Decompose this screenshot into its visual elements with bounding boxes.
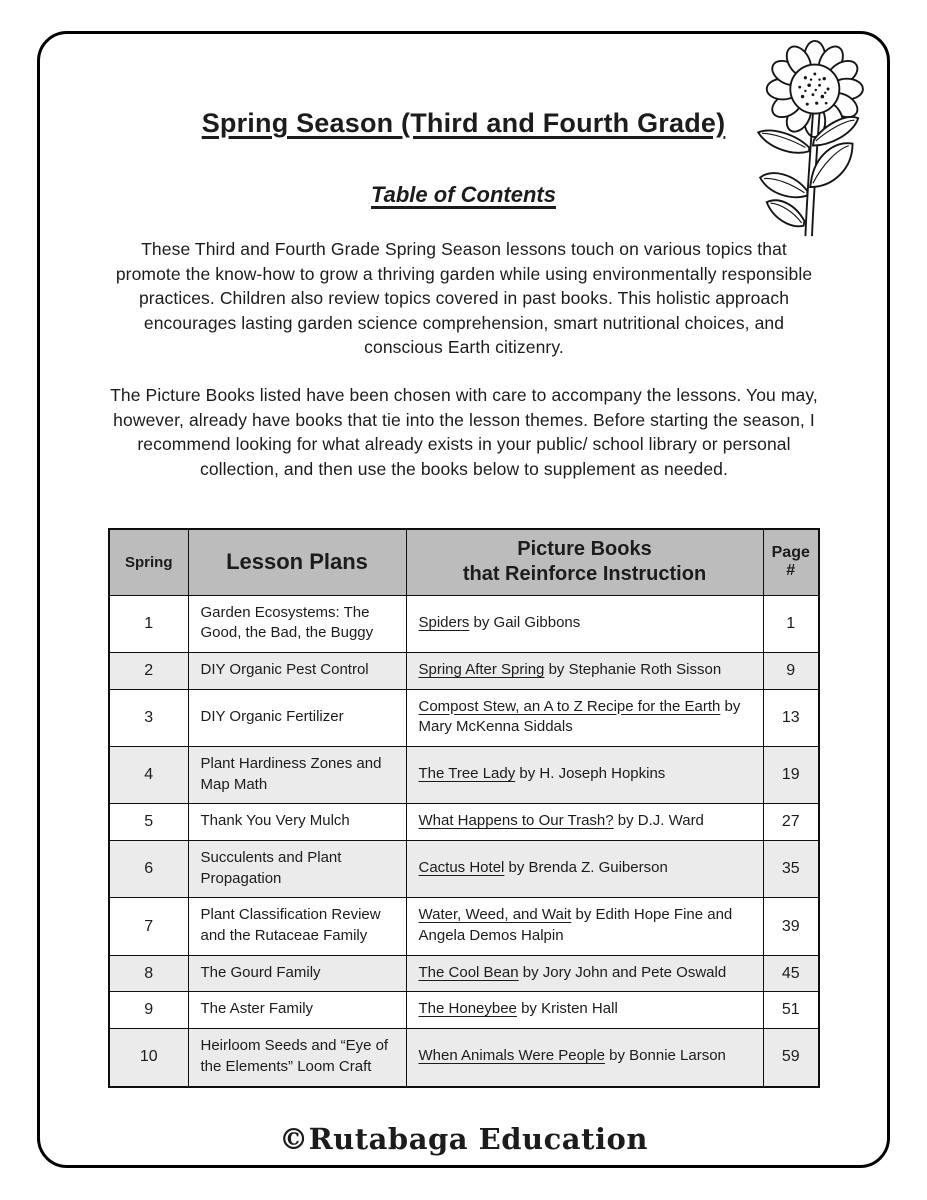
contents-table-header — [109, 529, 819, 595]
lesson-title: The Aster Family — [188, 992, 406, 1029]
book-title: The Tree Lady — [418, 765, 516, 783]
spring-number: 10 — [109, 1029, 188, 1087]
book-title: When Animals Were People — [418, 1047, 605, 1065]
spring-number: 5 — [109, 804, 188, 841]
page-number: 59 — [763, 1029, 819, 1087]
page-number: 39 — [763, 898, 819, 955]
lesson-title: DIY Organic Pest Control — [188, 652, 406, 689]
spring-number: 2 — [109, 652, 188, 689]
page-number: 13 — [763, 689, 819, 746]
book-author: by Bonnie Larson — [604, 1047, 726, 1065]
page-subtitle: Table of Contents — [371, 182, 556, 207]
book-author: by Edith Hope Fine and Angela Demos Halpin — [418, 906, 733, 945]
spring-number: 7 — [109, 898, 188, 955]
lesson-title: Plant Classification Review and the Rutaceae Family — [188, 898, 406, 955]
book-title: What Happens to Our Trash? — [418, 812, 614, 830]
table-row — [109, 841, 819, 898]
book-title: The Cool Bean — [418, 963, 519, 981]
lesson-title: Heirloom Seeds and “Eye of the Elements” Loom Craft — [188, 1029, 406, 1087]
header-page-number: Page # — [763, 529, 819, 595]
book-cell — [406, 898, 763, 955]
lesson-title: Plant Hardiness Zones and Map Math — [188, 746, 406, 803]
book-author: by Mary McKenna Siddals — [418, 697, 741, 736]
spring-number: 8 — [109, 955, 188, 992]
table-row — [109, 746, 819, 803]
book-cell — [406, 1029, 763, 1087]
spring-number: 6 — [109, 841, 188, 898]
table-row — [109, 955, 819, 992]
book-author: by Gail Gibbons — [469, 613, 581, 631]
header-picture-books: Picture Books that Reinforce Instruction — [406, 529, 763, 595]
book-cell — [406, 595, 763, 652]
sunflower-icon — [743, 40, 881, 238]
lesson-title: DIY Organic Fertilizer — [188, 689, 406, 746]
page-title: Spring Season (Third and Fourth Grade) — [201, 108, 726, 138]
book-cell — [406, 746, 763, 803]
book-cell — [406, 804, 763, 841]
page-number: 51 — [763, 992, 819, 1029]
page-number: 1 — [763, 595, 819, 652]
intro-paragraph: These Third and Fourth Grade Spring Season lessons touch on various topics that promote the know-how to grow a thriving garden while using environmentally responsible practices. Children also review topics covered in past books. This holistic approach encourages lasting garden science comprehension, smart nutritional choices, and conscious Earth citizenry. — [115, 239, 813, 357]
book-cell — [406, 652, 763, 689]
lesson-title: The Gourd Family — [188, 955, 406, 992]
spring-number: 3 — [109, 689, 188, 746]
header-lesson-plans: Lesson Plans — [188, 529, 406, 595]
header-spring: Spring — [109, 529, 188, 595]
book-cell — [406, 955, 763, 992]
book-cell — [406, 841, 763, 898]
table-row — [109, 898, 819, 955]
table-row — [109, 689, 819, 746]
book-author: by Stephanie Roth Sisson — [544, 660, 722, 678]
book-title: Water, Weed, and Wait — [418, 906, 572, 924]
table-row — [109, 804, 819, 841]
book-author: by H. Joseph Hopkins — [515, 765, 666, 783]
book-title: Spiders — [418, 613, 470, 631]
book-title: The Honeybee — [418, 1000, 517, 1018]
book-title: Spring After Spring — [418, 660, 545, 678]
table-row — [109, 595, 819, 652]
books-paragraph: The Picture Books listed have been chosen with care to accompany the lessons. You may, however, already have books that tie into the lesson themes. Before starting the season, I recommend looking for what already exists in your public/ school library or personal collection, and then use the books below to supplement as needed. — [110, 385, 818, 479]
book-title: Cactus Hotel — [418, 859, 505, 877]
contents-table — [108, 528, 820, 1088]
page-number: 27 — [763, 804, 819, 841]
spring-number: 4 — [109, 746, 188, 803]
spring-number: 9 — [109, 992, 188, 1029]
book-author: by Brenda Z. Guiberson — [504, 859, 668, 877]
page-number: 45 — [763, 955, 819, 992]
page-number: 19 — [763, 746, 819, 803]
table-row — [109, 992, 819, 1029]
table-row — [109, 652, 819, 689]
footer-brand: ©Rutabaga Education — [279, 1122, 648, 1156]
book-cell — [406, 689, 763, 746]
lesson-title: Succulents and Plant Propagation — [188, 841, 406, 898]
spring-number: 1 — [109, 595, 188, 652]
book-author: by Jory John and Pete Oswald — [518, 963, 727, 981]
page-number: 35 — [763, 841, 819, 898]
lesson-title: Garden Ecosystems: The Good, the Bad, the Buggy — [188, 595, 406, 652]
table-row — [109, 1029, 819, 1087]
lesson-title: Thank You Very Mulch — [188, 804, 406, 841]
page-number: 9 — [763, 652, 819, 689]
book-author: by Kristen Hall — [516, 1000, 618, 1018]
book-title: Compost Stew, an A to Z Recipe for the Earth — [418, 697, 721, 715]
book-cell — [406, 992, 763, 1029]
book-author: by D.J. Ward — [613, 812, 704, 830]
